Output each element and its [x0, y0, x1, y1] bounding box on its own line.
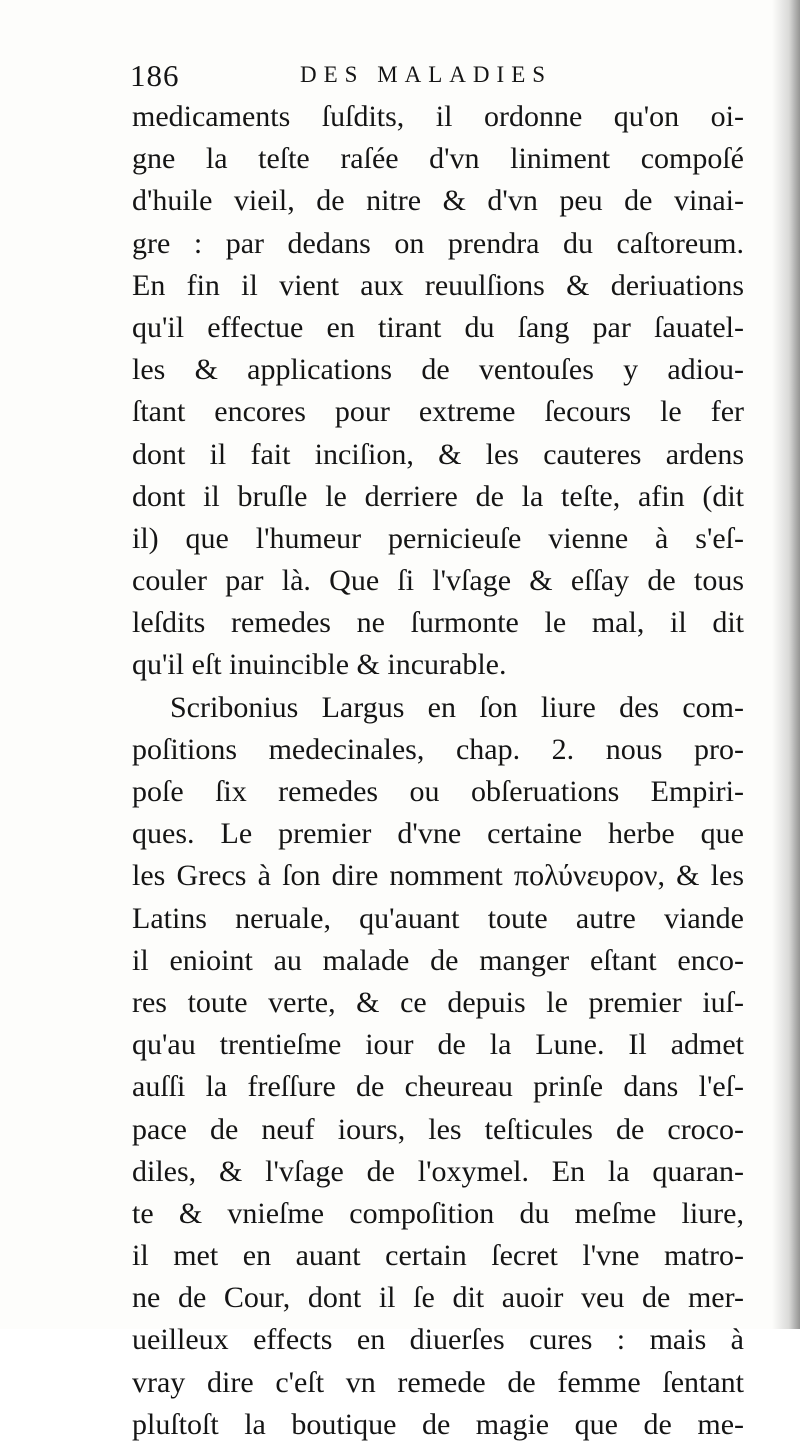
text-line: qu'il eſt inuincible & incurable.	[132, 648, 507, 682]
text-line: te & vnieſme compoſition du meſme liure,	[132, 1196, 744, 1230]
text-line: qu'il effectue en tirant du ſang par ſauatel-	[132, 310, 744, 344]
text-line: medicaments ſuſdits, il ordonne qu'on oi-	[132, 100, 744, 133]
text-body	[132, 96, 744, 1446]
text-line: il) que l'humeur pernicieuſe vienne à s'eſ-	[132, 521, 744, 555]
text-line: En fin il vient aux reuulſions & deriuations	[132, 268, 744, 302]
text-line: auſſi la freſſure de cheureau prinſe dans l'eſ-	[132, 1070, 744, 1104]
text-line: Latins neruale, qu'auant toute autre viande	[132, 901, 744, 935]
text-line: qu'au trentieſme iour de la Lune. Il admet	[132, 1028, 744, 1062]
running-title: DES MALADIES	[300, 62, 553, 87]
page-number: 186	[130, 58, 180, 93]
text-line: res toute verte, & ce depuis le premier iuſ-	[132, 985, 744, 1019]
paragraph	[132, 96, 744, 687]
text-line: dont il bruſle le derriere de la teſte, afin (dit	[132, 479, 744, 513]
text-line: pluſtoſt la boutique de magie que de me-	[132, 1407, 744, 1441]
text-line: il met en auant certain ſecret l'vne matro-	[132, 1239, 744, 1273]
text-line: ques. Le premier d'vne certaine herbe que	[132, 817, 744, 851]
text-line: Scribonius Largus en ſon liure des com-	[170, 690, 744, 724]
text-line: les & applications de ventouſes y adiou-	[132, 353, 744, 387]
paragraph	[132, 687, 744, 1446]
text-line: dont il fait inciſion, & les cauteres ardens	[132, 437, 744, 471]
text-line: ne de Cour, dont il ſe dit auoir veu de mer-	[132, 1281, 744, 1315]
text-line: couler par là. Que ſi l'vſage & eſſay de tous	[132, 564, 744, 598]
text-line: vray dire c'eſt vn remede de femme ſentant	[132, 1365, 744, 1399]
text-line: d'huile vieil, de nitre & d'vn peu de vinai-	[132, 184, 744, 218]
text-line: ueilleux effects en diuerſes cures : mais à	[132, 1323, 744, 1357]
text-line: gne la teſte raſée d'vn liniment compoſé	[132, 142, 744, 176]
page-edge-shadow	[772, 0, 800, 1329]
text-line: gre : par dedans on prendra du caſtoreum.	[132, 226, 744, 260]
text-line: ſtant encores pour extreme ſecours le fer	[132, 395, 744, 429]
text-line: leſdits remedes ne ſurmonte le mal, il dit	[132, 606, 744, 640]
text-line: les Grecs à ſon dire nomment πολύνευρον, & les	[132, 859, 744, 893]
text-line: pace de neuf iours, les teſticules de croco-	[132, 1112, 744, 1146]
text-line: diles, & l'vſage de l'oxymel. En la quaran-	[132, 1154, 744, 1188]
text-line: poſitions medecinales, chap. 2. nous pro-	[132, 732, 744, 766]
text-line: poſe ſix remedes ou obſeruations Empiri-	[132, 775, 744, 808]
text-line: il enioint au malade de manger eſtant enco-	[132, 943, 744, 977]
